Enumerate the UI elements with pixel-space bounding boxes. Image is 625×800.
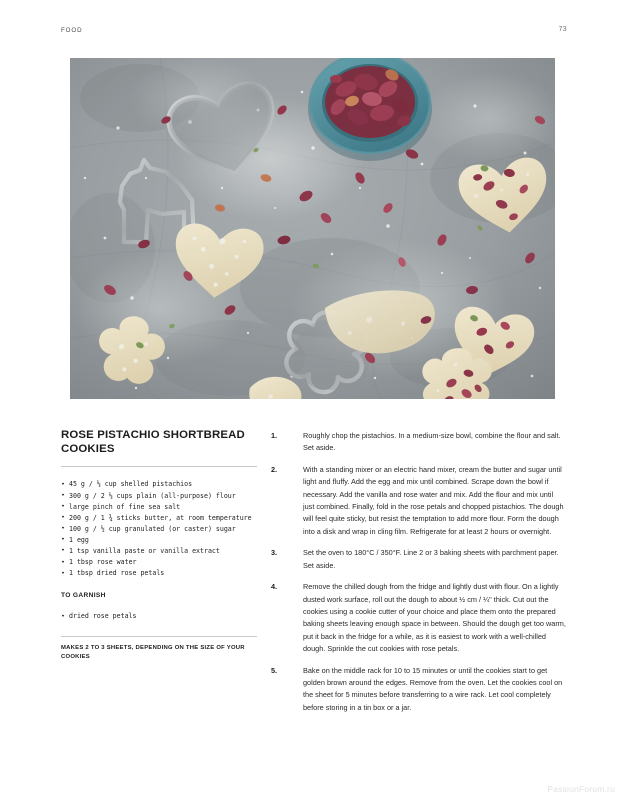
step-text: With a standing mixer or an electric hand mixer, cream the butter and sugar until light and fluffy. Add the egg and mix until combined. Scrape down the bowl if necessary. Add the vanilla and rose water and mix. Add the flour and mix until just combined. Finally, fold in the rose petals and chopped pistachios. The dough will feel quite sticky, but resist the temptation to add more flour. Form the dough into a disk and wrap in cling film. Refrigerate for at least 2 hours or overnight. (303, 465, 564, 536)
step-number: 5. (271, 665, 278, 675)
ingredient-item: • 300 g / 2 ⅓ cups plain (all-purpose) flour (61, 491, 257, 502)
step-text: Remove the chilled dough from the fridge and lightly dust with flour. On a lightly dusted work surface, roll out the dough to about ½ cm / ¼" thick. Cut out the cookies using a cookie cutter of your choice and place them onto the prepared baking sheets leaving enough space in between. Should the dough get too warm, put it back in the fridge for a while, as it is easiest to work with a well-chilled dough. Sprinkle the cut cookies with rose petals. (303, 582, 566, 653)
step-number: 4. (271, 582, 278, 592)
watermark: PassionForum.ru (547, 784, 615, 794)
ingredient-item: • 200 g / 1 ¾ sticks butter, at room temperature (61, 513, 257, 524)
page-number: 73 (558, 26, 567, 33)
instruction-step (271, 464, 566, 538)
instruction-step (271, 665, 566, 714)
recipe-title: ROSE PISTACHIO SHORTBREAD COOKIES (61, 429, 245, 456)
garnish-heading: TO GARNISH (61, 592, 106, 600)
ingredient-item: • 1 egg (61, 535, 257, 546)
step-number: 1. (271, 431, 278, 440)
title-divider (61, 466, 257, 467)
instruction-step (271, 430, 566, 455)
step-text: Set the oven to 180°C / 350°F. Line 2 or 3 baking sheets with parchment paper. Set aside. (303, 548, 559, 570)
recipe-yield: MAKES 2 TO 3 SHEETS, DEPENDING ON THE SIZE OF YOUR COOKIES (61, 645, 245, 660)
step-number: 2. (271, 465, 278, 475)
ingredient-item: • 1 tbsp rose water (61, 557, 257, 568)
step-text: Bake on the middle rack for 10 to 15 minutes or until the cookies start to get golden brown around the edges. Remove from the oven. Let the cookies cool on the sheet for 5 minutes before transferring to a wire rack. Let cool completely before storing in a tin box or a jar. (303, 665, 563, 712)
step-text: Roughly chop the pistachios. In a medium-size bowl, combine the flour and salt. Set aside. (303, 431, 561, 453)
garnish-item: • dried rose petals (61, 611, 257, 622)
ingredient-item: • 45 g / ⅓ cup shelled pistachios (61, 479, 257, 490)
ingredient-item: • large pinch of fine sea salt (61, 502, 257, 513)
ingredient-item: • 1 tbsp dried rose petals (61, 568, 257, 579)
recipe-photo-illustration (70, 58, 555, 399)
garnish-list (61, 611, 257, 622)
recipe-left-column (61, 428, 257, 662)
ingredient-item: • 1 tsp vanilla paste or vanilla extract (61, 546, 257, 557)
recipe-instructions (271, 430, 566, 723)
ingredient-item: • 100 g / ½ cup granulated (or caster) sugar (61, 524, 257, 535)
ingredient-list (61, 479, 257, 579)
recipe-photo (70, 58, 555, 399)
instruction-step (271, 581, 566, 655)
step-number: 3. (271, 548, 278, 558)
yield-divider (61, 636, 257, 637)
instruction-step (271, 547, 566, 572)
petal-bowl (308, 58, 432, 161)
running-head: FOOD (61, 27, 83, 34)
